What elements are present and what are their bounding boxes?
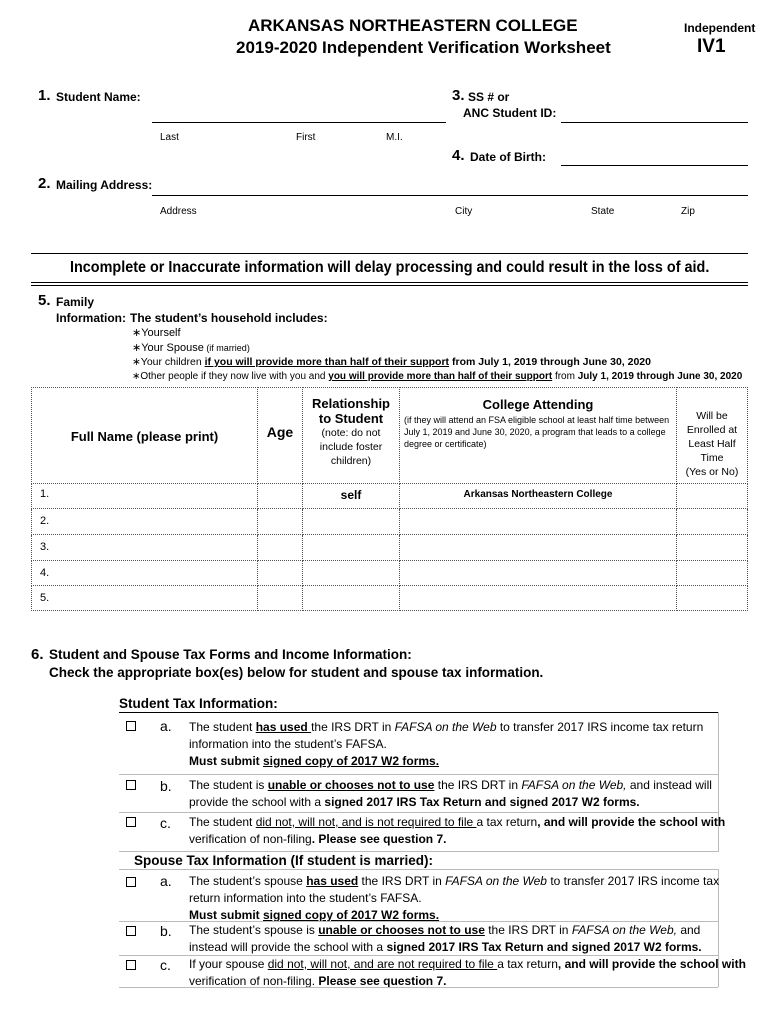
q4-number: 4. [452,147,465,164]
family-label: Family [56,295,95,309]
table-row [32,586,748,611]
table-row [32,484,748,509]
table-row [32,509,748,535]
household-table [31,387,748,611]
student-a-checkbox[interactable] [126,721,136,731]
q6-number: 6. [31,646,44,663]
spouse-b-text: The student’s spouse is unable or chooses not to use the IRS DRT in FAFSA on the Web, and instead will provide the school with a signed 2017 IRS Tax Return and signed 2017 W2 forms. [189,923,702,954]
header-college-attending: College Attending (if they will attend an FSA eligible school at least half time between July 1, 2019 and June 30, 2020, a program that leads to a college degree or certificate) [400,388,677,484]
student-name-label: Student Name: [56,90,141,104]
warning-rule-1 [31,282,748,283]
spouse-a-letter: a. [160,873,172,889]
student-b-rule [119,812,718,813]
student-b-text: The student is unable or chooses not to use the IRS DRT in FAFSA on the Web, and instead will provide the school with a signed 2017 IRS Tax Return and signed 2017 W2 forms. [189,778,712,809]
enrollment-cell[interactable] [677,535,748,561]
anc-id-label: ANC Student ID: [463,106,557,120]
q2-number: 2. [38,175,51,192]
spouse-c-text: If your spouse did not, will not, and are not required to file a tax return, and will provide the school with verification of non-filing. Please see question 7. [189,957,746,988]
warning-top-rule [31,253,748,254]
enrollment-cell[interactable] [677,561,748,586]
form-code: IV1 [697,36,726,57]
student-tax-top-rule [119,712,718,713]
spouse-c-rule [119,987,718,988]
spouse-c-checkbox[interactable] [126,960,136,970]
warning-rule-2 [31,285,748,286]
student-a-rule [119,774,718,775]
age-cell[interactable] [258,535,303,561]
table-row [32,535,748,561]
mailing-address-field[interactable] [152,195,748,196]
student-id-field[interactable] [561,122,748,123]
ss-label: SS # or [468,90,510,104]
college-cell[interactable]: Arkansas Northeastern College [400,484,677,509]
header-enrollment: Will be Enrolled at Least Half Time (Yes or No) [677,388,748,484]
dob-field[interactable] [561,165,748,166]
table-row [32,561,748,586]
zip-caption: Zip [681,206,695,217]
mi-caption: M.I. [386,132,403,143]
name-cell[interactable]: 3. [32,535,258,561]
student-b-checkbox[interactable] [126,780,136,790]
student-name-field[interactable] [152,122,446,123]
college-name: ARKANSAS NORTHEASTERN COLLEGE [248,16,578,35]
first-name-caption: First [296,132,316,143]
college-cell[interactable] [400,586,677,611]
city-caption: City [455,206,473,217]
relationship-cell[interactable] [303,509,400,535]
spouse-a-checkbox[interactable] [126,877,136,887]
spouse-tax-top-rule [119,869,718,870]
q5-number: 5. [38,292,51,309]
q6-instruction: Check the appropriate box(es) below for student and spouse tax information. [49,665,544,680]
name-cell[interactable]: 4. [32,561,258,586]
name-cell[interactable]: 1. [32,484,258,509]
college-cell[interactable] [400,561,677,586]
spouse-tax-heading: Spouse Tax Information (If student is married): [134,853,434,868]
age-cell[interactable] [258,561,303,586]
age-cell[interactable] [258,484,303,509]
q6-title: Student and Spouse Tax Forms and Income Information: [49,647,412,662]
header-age: Age [258,388,303,484]
relationship-cell[interactable] [303,535,400,561]
information-label: Information: [56,311,126,325]
student-a-text: The student has used the IRS DRT in FAFSA on the Web to transfer 2017 IRS income tax return information into the student’s FAFSA. Must submit signed copy of 2017 W2 forms. [189,720,704,768]
student-c-letter: c. [160,815,171,831]
college-cell[interactable] [400,509,677,535]
name-cell[interactable]: 2. [32,509,258,535]
enrollment-cell[interactable] [677,509,748,535]
worksheet-title: 2019-2020 Independent Verification Worksheet [236,38,611,57]
student-c-text: The student did not, will not, and is not required to file a tax return, and will provide the school with verification of non-filing. Please see question 7. [189,815,726,846]
q1-number: 1. [38,87,51,104]
status-label: Independent [684,21,756,35]
relationship-cell[interactable] [303,586,400,611]
address-caption: Address [160,206,197,217]
spouse-b-checkbox[interactable] [126,926,136,936]
state-caption: State [591,206,615,217]
spouse-a-text: The student’s spouse has used the IRS DRT in FAFSA on the Web to transfer 2017 IRS income tax return information into the student’s FAFSA. Must submit signed copy of 2017 W2 forms. [189,874,720,922]
student-b-letter: b. [160,778,172,794]
name-cell[interactable]: 5. [32,586,258,611]
spouse-item: ∗Your Spouse (if married) [132,342,250,354]
dob-label: Date of Birth: [470,150,546,164]
q3-number: 3. [452,87,465,104]
household-includes: The student’s household includes: [130,311,328,325]
student-c-checkbox[interactable] [126,817,136,827]
student-c-rule [119,851,718,852]
warning-text: Incomplete or Inaccurate information will delay processing and could result in the loss of aid. [70,259,710,276]
student-tax-heading: Student Tax Information: [119,696,278,711]
children-item: ∗Your children if you will provide more than half of their support from July 1, 2019 through June 30, 2020 [132,356,651,368]
yourself-item: ∗Yourself [132,327,181,339]
header-relationship: Relationship to Student (note: do not include foster children) [303,388,400,484]
last-name-caption: Last [160,132,179,143]
spouse-b-letter: b. [160,923,172,939]
relationship-cell[interactable]: self [303,484,400,509]
spouse-c-letter: c. [160,957,171,973]
mailing-address-label: Mailing Address: [56,178,153,192]
age-cell[interactable] [258,586,303,611]
other-people-item: ∗Other people if they now live with you and you will provide more than half of their support from July 1, 2019 through June 30, 2020 [132,371,743,382]
college-cell[interactable] [400,535,677,561]
age-cell[interactable] [258,509,303,535]
header-full-name: Full Name (please print) [32,388,258,484]
enrollment-cell[interactable] [677,484,748,509]
enrollment-cell[interactable] [677,586,748,611]
student-a-letter: a. [160,718,172,734]
relationship-cell[interactable] [303,561,400,586]
